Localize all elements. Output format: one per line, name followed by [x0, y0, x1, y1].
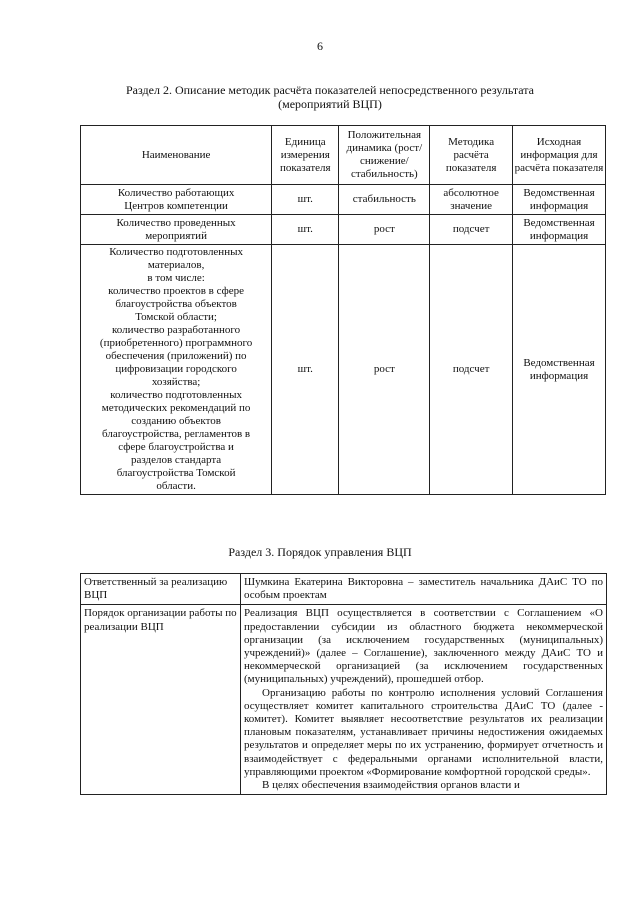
- table-row: [81, 245, 606, 495]
- indicator-name-line: материалов,: [147, 259, 205, 271]
- indicator-source: Ведомственная информация: [512, 185, 605, 215]
- indicator-name-line: Центров компетенции: [124, 199, 228, 212]
- header-dynamics: Положительная динамика (рост/снижение/ стабильность): [339, 126, 430, 185]
- procedure-paragraph: В целях обеспечения взаимодействия органов власти и: [262, 779, 520, 792]
- header-unit: Единица измерения показателя: [272, 126, 339, 185]
- header-name: Наименование: [81, 126, 272, 185]
- indicator-name: [81, 185, 272, 215]
- indicator-name-line: количество проектов в сфере: [108, 285, 244, 297]
- table-row: [81, 215, 606, 245]
- indicator-name-line: мероприятий: [145, 229, 207, 242]
- indicator-name-line: благоустройства Томской: [116, 467, 236, 479]
- indicator-name-line: обеспечения (приложений) по: [105, 350, 247, 362]
- indicator-name-line: количество подготовленных: [110, 389, 242, 401]
- section2-title-line1: Раздел 2. Описание методик расчёта показателей непосредственного результата: [126, 83, 534, 97]
- table-row: [81, 605, 607, 795]
- table-row: [81, 574, 607, 605]
- header-method: Методика расчёта показателя: [430, 126, 513, 185]
- indicator-method: подсчет: [430, 215, 513, 245]
- section2-title-line2: (мероприятий ВЦП): [278, 97, 382, 111]
- page-number: 6: [317, 39, 323, 53]
- indicator-name: [81, 245, 272, 495]
- header-source: Исходная информация для расчёта показателя: [512, 126, 605, 185]
- indicator-source: Ведомственная информация: [512, 245, 605, 495]
- indicator-dynamics: рост: [339, 245, 430, 495]
- responsible-label: Ответственный за реализацию ВЦП: [81, 574, 241, 605]
- indicator-name-line: созданию объектов: [131, 415, 221, 427]
- indicator-name-line: Количество работающих: [117, 186, 235, 199]
- indicator-dynamics: стабильность: [339, 185, 430, 215]
- indicator-name-line: цифровизации городского: [115, 363, 237, 375]
- management-table: [80, 573, 607, 795]
- indicators-table: [80, 125, 606, 495]
- section2-title: [80, 83, 580, 111]
- indicator-unit: шт.: [272, 185, 339, 215]
- indicator-name-line: благоустройства объектов: [115, 298, 237, 310]
- indicator-method: абсолютное значение: [430, 185, 513, 215]
- procedure-label: Порядок организации работы по реализации ВЦП: [81, 605, 241, 795]
- indicator-unit: шт.: [272, 245, 339, 495]
- indicator-name: [81, 215, 272, 245]
- indicator-name-line: Количество проведенных: [116, 216, 236, 229]
- procedure-value: [241, 605, 607, 795]
- indicator-name-line: в том числе:: [147, 272, 205, 284]
- table-row: [81, 185, 606, 215]
- procedure-paragraph: Организацию работы по контролю исполнения условий Соглашения осуществляет комитет капитального строительства ДАиС ТО (далее - комитет). Комитет выявляет несоответствие результатов их реализации плановым показателям, устанавливает причины недостижения ожидаемых результатов и определяет меры по их устранению, формирует отчетность и взаимодействует с федеральными органами исполнительной власти, управляющими проектом «Формирование комфортной городской среды».: [244, 686, 603, 778]
- indicator-name-line: области.: [156, 480, 196, 492]
- indicator-unit: шт.: [272, 215, 339, 245]
- indicator-name-line: (приобретенного) программного: [99, 337, 253, 349]
- responsible-value: Шумкина Екатерина Викторовна – заместитель начальника ДАиС ТО по особым проектам: [241, 574, 607, 605]
- section3-title: Раздел 3. Порядок управления ВЦП: [228, 545, 412, 559]
- indicators-header-row: [81, 126, 606, 185]
- indicator-name-line: сфере благоустройства и: [118, 441, 234, 453]
- indicator-name-line: разделов стандарта: [130, 454, 222, 466]
- indicator-method: подсчет: [430, 245, 513, 495]
- indicator-name-line: Количество подготовленных: [109, 246, 243, 258]
- indicator-name-line: хозяйства;: [151, 376, 201, 388]
- indicator-dynamics: рост: [339, 215, 430, 245]
- indicator-name-line: количество разработанного: [112, 324, 241, 336]
- indicator-name-line: методических рекомендаций по: [101, 402, 251, 414]
- procedure-paragraph: Реализация ВЦП осуществляется в соответствии с Соглашением «О предоставлении субсидии из областного бюджета некоммерческой организации (за исключением государственных (муниципальных) учреждений)» (далее – Соглашение), заключенного между ДАиС ТО и некоммерческой организацией (за исключением государственных (муниципальных) учреждений), прошедшей отбор.: [244, 607, 603, 686]
- indicator-source: Ведомственная информация: [512, 215, 605, 245]
- indicator-name-line: благоустройства, регламентов в: [102, 428, 251, 440]
- indicator-name-line: Томской области;: [135, 311, 217, 323]
